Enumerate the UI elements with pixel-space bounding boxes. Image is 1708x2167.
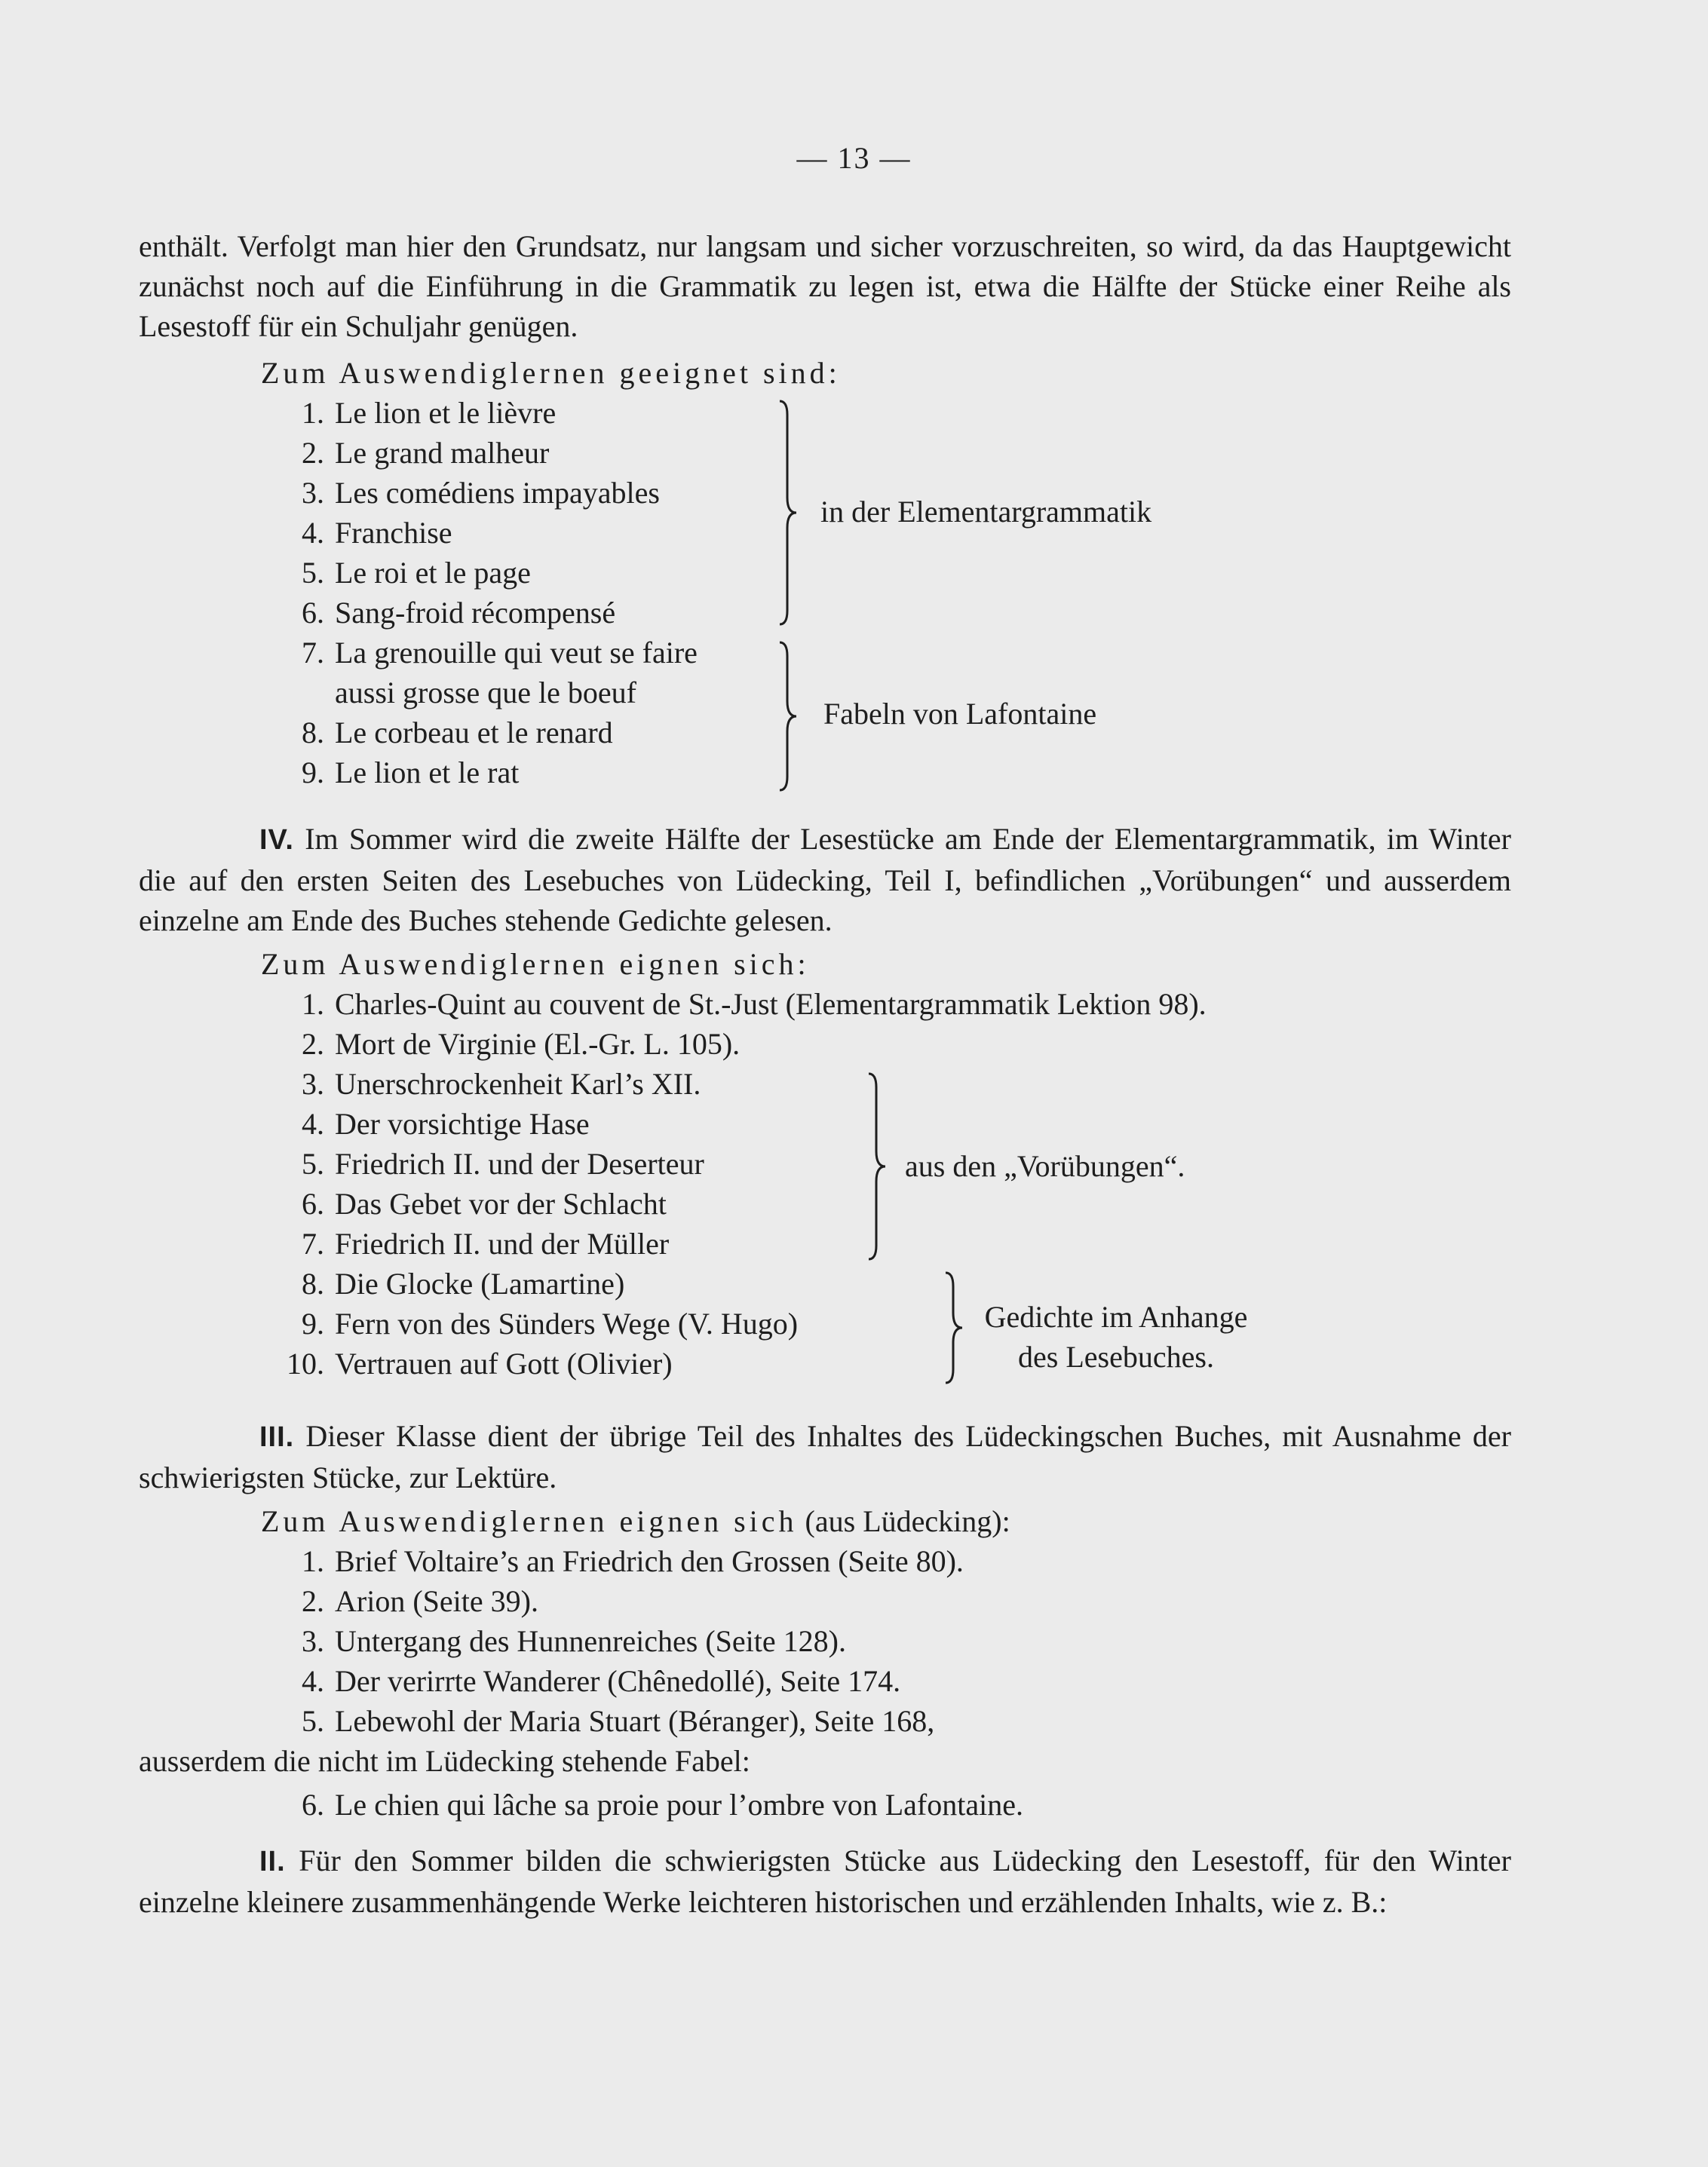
list-item — [271, 984, 1207, 1024]
list-item — [271, 1064, 701, 1104]
item-number: 6. — [302, 1788, 324, 1822]
list-item — [271, 473, 660, 513]
list-item — [271, 593, 615, 633]
list-item — [271, 393, 556, 433]
item-text: Untergang des Hunnenreiches (Seite 128). — [335, 1624, 846, 1658]
list-item — [271, 553, 531, 593]
list-item — [271, 1621, 846, 1661]
item-text: Les comédiens impayables — [335, 476, 660, 510]
item-text: Friedrich II. und der Müller — [335, 1227, 670, 1261]
item-text: Arion (Seite 39). — [335, 1584, 538, 1618]
right-brace — [777, 641, 799, 792]
item-text: Fern von des Sünders Wege (V. Hugo) — [335, 1307, 799, 1341]
list-item — [271, 673, 636, 713]
item-text: Le chien qui lâche sa proie pour l’ombre von Lafontaine. — [335, 1788, 1023, 1822]
group-label-line: des Lesebuches. — [1018, 1340, 1214, 1374]
item-number: 8. — [302, 1267, 324, 1301]
item-text: Mort de Virginie (El.-Gr. L. 105). — [335, 1027, 741, 1061]
item-text: Le roi et le page — [335, 556, 531, 590]
list-item — [271, 1541, 964, 1581]
item-text: La grenouille qui veut se faire — [335, 636, 698, 670]
list-item — [271, 633, 698, 673]
item-number: 2. — [302, 1584, 324, 1618]
item-text: Le grand malheur — [335, 436, 550, 470]
list-item — [271, 1581, 538, 1621]
item-number: 4. — [302, 1664, 324, 1698]
group-label: aus den „Vorübungen“. — [905, 1149, 1185, 1183]
group-label-line: Gedichte im Anhange — [984, 1300, 1248, 1334]
item-number: 10. — [287, 1347, 324, 1381]
item-text: Brief Voltaire’s an Friedrich den Grossen (Seite 80). — [335, 1544, 964, 1578]
list-item — [271, 1104, 590, 1144]
item-text: Der verirrte Wanderer (Chênedollé), Seite 174. — [335, 1664, 901, 1698]
item-number: 2. — [302, 1027, 324, 1061]
section-numeral: IV. — [259, 824, 294, 856]
list-item — [271, 513, 452, 553]
group-label: in der Elementargrammatik — [820, 495, 1152, 529]
intro-paragraph: enthält. Verfolgt man hier den Grundsatz, nur langsam und sicher vorzuschreiten, so wird, da das Hauptgewicht zunächst noch auf die Einführung in die Grammatik zu legen ist, etwa die Hälfte der Stücke einer Reihe als Lesestoff für ein Schuljahr genügen. — [139, 229, 1511, 343]
section-a-heading: Zum Auswendiglernen geeignet sind: — [261, 356, 841, 390]
item-text: Sang-froid récompensé — [335, 596, 616, 630]
list-item — [271, 1184, 667, 1224]
page-number: — 13 — — [796, 141, 912, 175]
item-text: Lebewohl der Maria Stuart (Béranger), Seite 168, — [335, 1704, 935, 1738]
item-number: 1. — [302, 396, 324, 430]
section-iii-heading — [261, 1501, 1010, 1541]
item-number: 5. — [302, 1147, 324, 1181]
item-text: Le lion et le rat — [335, 756, 520, 789]
item-text: Franchise — [335, 516, 452, 550]
item-number: 4. — [302, 516, 324, 550]
section-numeral: II. — [259, 1846, 286, 1877]
item-number: 9. — [302, 756, 324, 789]
section-text: Im Sommer wird die zweite Hälfte der Lesestücke am Ende der Elementargrammatik, im Winter die auf den ersten Seiten des Lesebuches von Lüdecking, Teil I, befindlichen „Vorübungen“ und ausserdem einzelne am Ende des Buches stehende Gedichte gelesen. — [139, 822, 1511, 937]
right-brace — [866, 1072, 888, 1261]
list-item — [271, 1661, 900, 1701]
extra-line: ausserdem die nicht im Lüdecking stehende Fabel: — [139, 1744, 750, 1778]
item-text: Le lion et le lièvre — [335, 396, 557, 430]
section-ii-paragraph — [139, 1841, 1511, 1922]
list-item — [271, 1785, 1023, 1825]
group-label: Fabeln von Lafontaine — [823, 697, 1097, 731]
list-item — [271, 1304, 798, 1344]
item-number: 6. — [302, 1187, 324, 1221]
list-item — [271, 1224, 669, 1264]
list-item — [271, 1701, 934, 1741]
item-number: 5. — [302, 1704, 324, 1738]
section-iii-paragraph — [139, 1416, 1511, 1497]
section-text: Für den Sommer bilden die schwierigsten Stücke aus Lüdecking den Lesestoff, für den Winter einzelne kleinere zusammenhängende Werke leichteren historischen und erzählenden Inhalts, wie z. B.: — [139, 1844, 1511, 1919]
item-text: Le corbeau et le renard — [335, 716, 613, 749]
list-item — [271, 1144, 704, 1184]
right-brace — [777, 400, 799, 626]
item-text: Der vorsichtige Hase — [335, 1107, 590, 1141]
item-number: 8. — [302, 716, 324, 749]
item-text: Die Glocke (Lamartine) — [335, 1267, 625, 1301]
list-item — [271, 752, 519, 792]
item-number: 1. — [302, 1544, 324, 1578]
section-iv-heading: Zum Auswendiglernen eignen sich: — [261, 947, 810, 981]
list-item — [271, 1264, 624, 1304]
section-numeral: III. — [259, 1421, 295, 1453]
item-number: 1. — [302, 987, 324, 1021]
group-label — [973, 1297, 1259, 1377]
item-number: 9. — [302, 1307, 324, 1341]
section-text: Dieser Klasse dient der übrige Teil des Inhaltes des Lüdeckingschen Buches, mit Ausnahme der schwierigsten Stücke, zur Lektüre. — [139, 1419, 1511, 1494]
list-item — [271, 1344, 673, 1384]
item-number: 3. — [302, 1624, 324, 1658]
item-text: Unerschrockenheit Karl’s XII. — [335, 1067, 701, 1101]
item-number: 4. — [302, 1107, 324, 1141]
list-item — [271, 713, 613, 752]
item-number: 3. — [302, 1067, 324, 1101]
item-number: 7. — [302, 1227, 324, 1261]
section-iv-paragraph — [139, 819, 1511, 940]
list-item — [271, 433, 549, 473]
item-text: Das Gebet vor der Schlacht — [335, 1187, 667, 1221]
item-text: Charles-Quint au couvent de St.-Just (Elementargrammatik Lektion 98). — [335, 987, 1207, 1021]
heading-spaced: Zum Auswendiglernen eignen sich — [261, 1504, 798, 1538]
right-brace — [943, 1271, 965, 1384]
item-number: 5. — [302, 556, 324, 590]
item-text: Friedrich II. und der Deserteur — [335, 1147, 704, 1181]
heading-rest: (aus Lüdecking): — [797, 1504, 1010, 1538]
item-number: 6. — [302, 596, 324, 630]
item-text: aussi grosse que le boeuf — [335, 676, 636, 710]
item-text: Vertrauen auf Gott (Olivier) — [335, 1347, 673, 1381]
item-number: 2. — [302, 436, 324, 470]
list-item — [271, 1024, 740, 1064]
item-number: 3. — [302, 476, 324, 510]
item-number: 7. — [302, 636, 324, 670]
